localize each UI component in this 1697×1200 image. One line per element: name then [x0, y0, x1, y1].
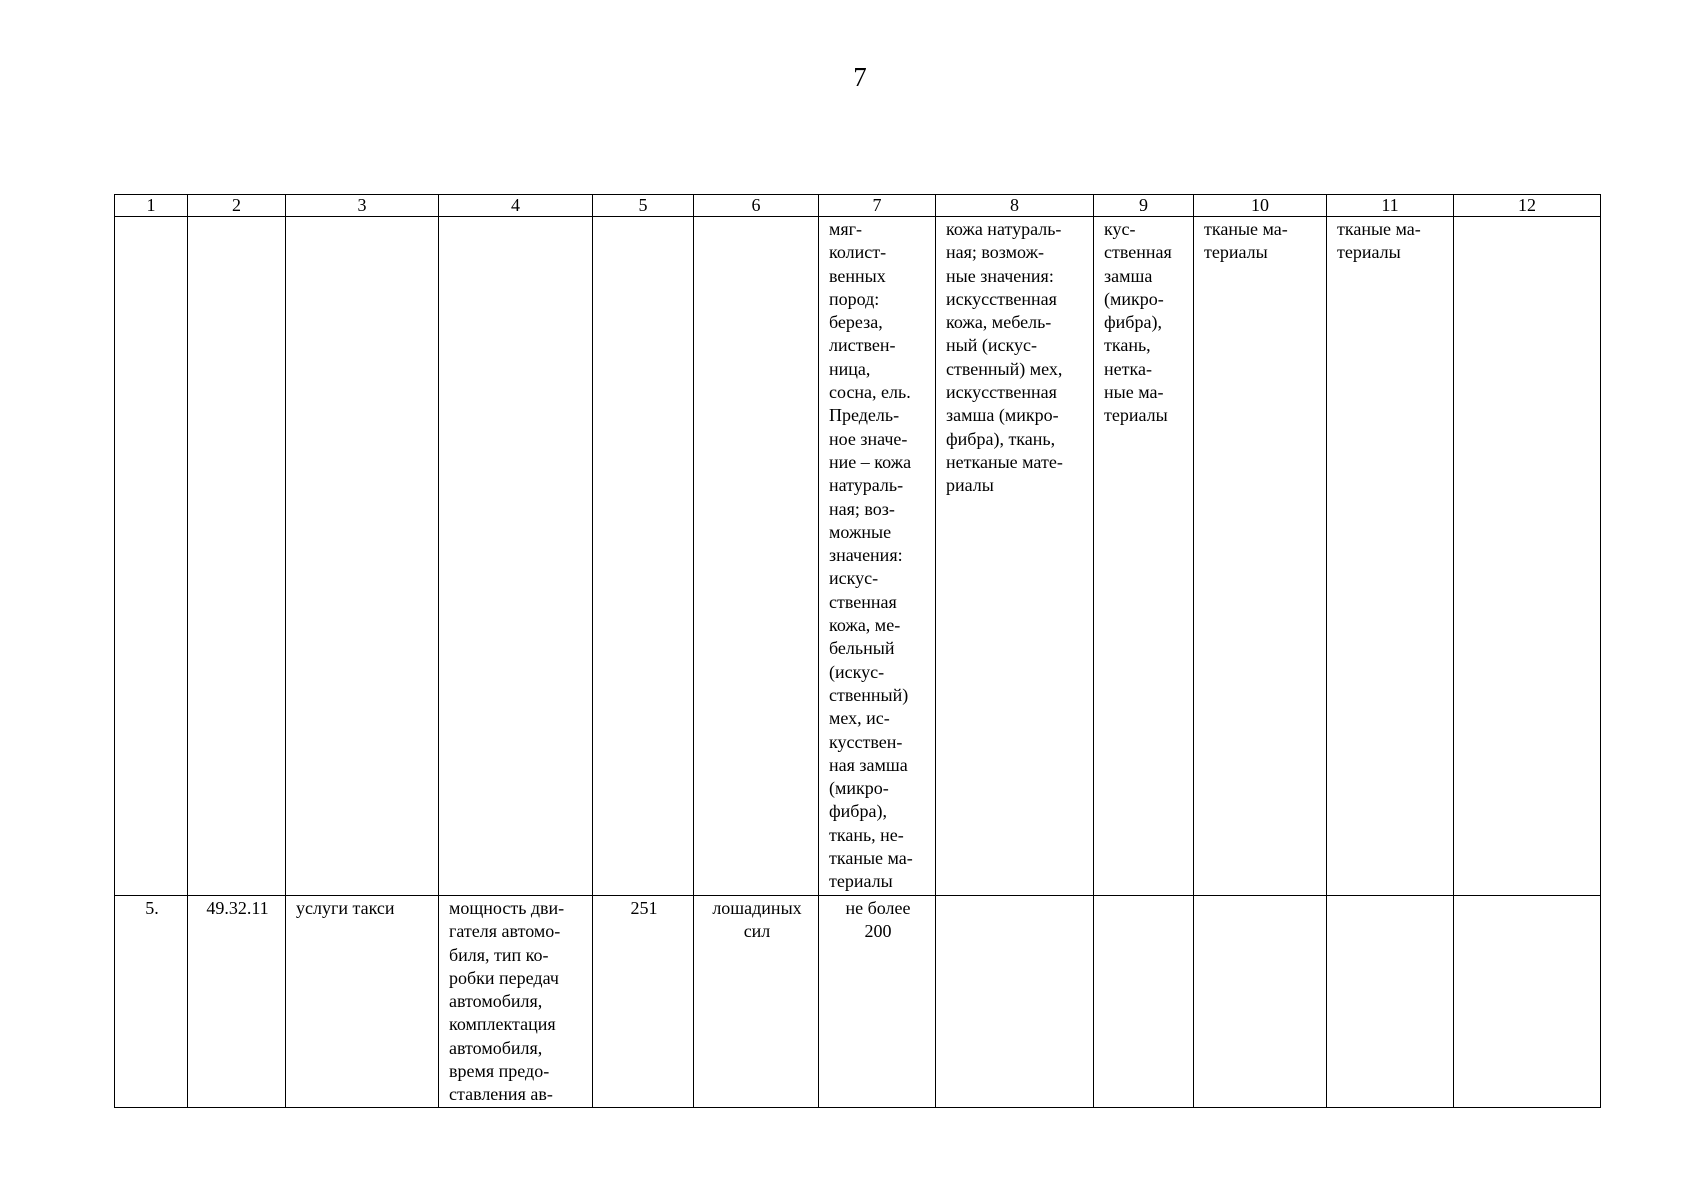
service-name-cell: услуги такси	[286, 896, 439, 1108]
column-header-12: 12	[1454, 195, 1601, 217]
column-header-9: 9	[1094, 195, 1194, 217]
table-cell	[936, 896, 1094, 1108]
table-cell	[1454, 217, 1601, 896]
table-row	[115, 217, 1601, 896]
characteristics-cell: мощность дви- гателя автомо- биля, тип ко- робки передач автомобиля, комплектация автомобиля, время предо- ставления ав-	[439, 896, 593, 1108]
column-header-11: 11	[1327, 195, 1454, 217]
table-cell	[1327, 896, 1454, 1108]
table-cell: тканые ма- териалы	[1327, 217, 1454, 896]
column-header-4: 4	[439, 195, 593, 217]
table-cell	[439, 217, 593, 896]
table-cell: кус- ственная замша (микро- фибра), ткань, нетка- ные ма- териалы	[1094, 217, 1194, 896]
column-number-header-row	[115, 195, 1601, 217]
row-number-cell: 5.	[115, 896, 188, 1108]
code-cell: 49.32.11	[188, 896, 286, 1108]
table-cell	[593, 217, 694, 896]
unit-code-cell: 251	[593, 896, 694, 1108]
table-row	[115, 896, 1601, 1108]
specification-table	[114, 194, 1601, 1108]
table-cell	[1194, 896, 1327, 1108]
table-cell	[1094, 896, 1194, 1108]
table-cell: кожа натураль- ная; возмож- ные значения: искусственная кожа, мебель- ный (искус- ственный) мех, искусственная замша (микро- фибра), ткань, нетканые мате- риалы	[936, 217, 1094, 896]
table-cell	[286, 217, 439, 896]
column-header-1: 1	[115, 195, 188, 217]
column-header-2: 2	[188, 195, 286, 217]
column-header-6: 6	[694, 195, 819, 217]
column-header-7: 7	[819, 195, 936, 217]
column-header-5: 5	[593, 195, 694, 217]
unit-name-cell: лошадиных сил	[694, 896, 819, 1108]
table-cell	[188, 217, 286, 896]
table-cell: мяг- колист- венных пород: береза, листвен- ница, сосна, ель. Предель- ное значе- ние – кожа натураль- ная; воз- можные значения: искус- ственная кожа, ме- бельный (искус- ственный) мех, ис- кусствен- ная замша (микро- фибра), ткань, не- тканые ма- териалы	[819, 217, 936, 896]
table-cell	[115, 217, 188, 896]
column-header-10: 10	[1194, 195, 1327, 217]
column-header-8: 8	[936, 195, 1094, 217]
column-header-3: 3	[286, 195, 439, 217]
page-number: 7	[853, 62, 867, 92]
table-cell: тканые ма- териалы	[1194, 217, 1327, 896]
table-cell	[694, 217, 819, 896]
value-cell: не более 200	[819, 896, 936, 1108]
table-cell	[1454, 896, 1601, 1108]
